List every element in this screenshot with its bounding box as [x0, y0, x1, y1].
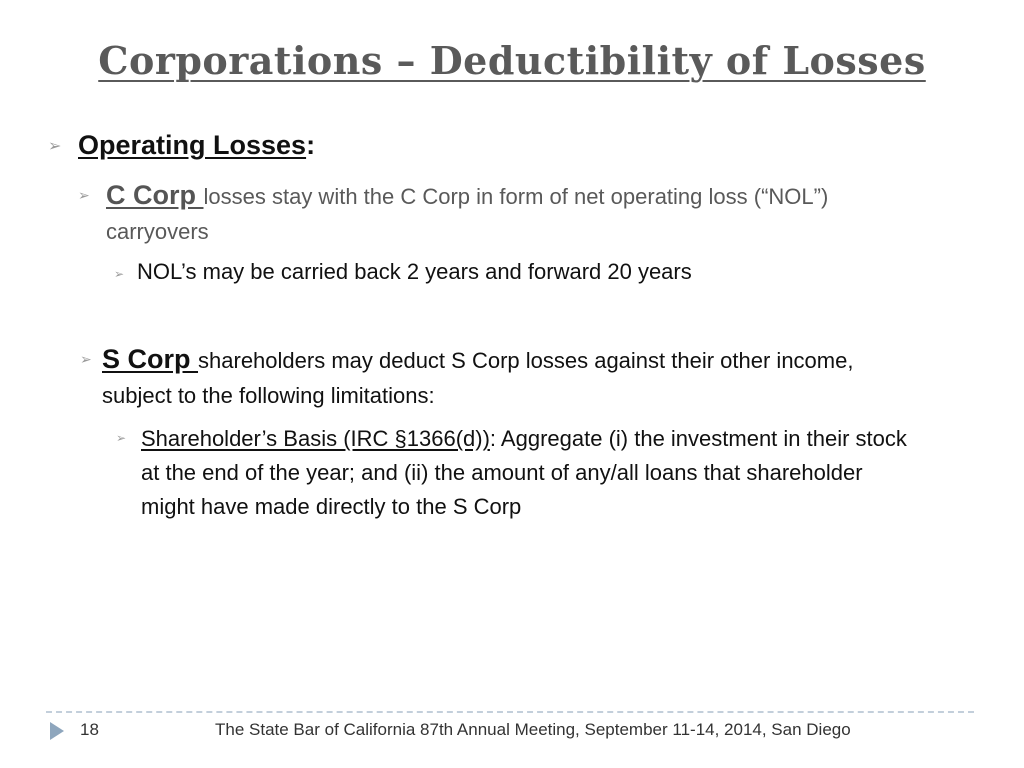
page-number: 18 [80, 720, 99, 739]
scorp-text: shareholders may deduct S Corp losses against their other income, subject to the following limitations: [102, 348, 854, 408]
footer-text: The State Bar of California 87th Annual Meeting, September 11-14, 2014, San Diego [215, 720, 851, 739]
nol-paragraph: NOL’s may be carried back 2 years and forward 20 years [137, 259, 692, 284]
operating-losses-label: Operating Losses [78, 130, 307, 160]
ccorp-paragraph [106, 178, 906, 249]
bullet-arrow-icon: ➢ [80, 351, 92, 367]
ccorp-label: C Corp [106, 180, 204, 210]
footer-arrow-icon [50, 722, 64, 740]
basis-text: Aggregate (i) the investment in their stock at the end of the year; and (ii) the amount of any/all loans that shareholder might have made directly to the S Corp [141, 426, 907, 519]
bullet-arrow-icon: ➢ [78, 187, 90, 203]
bullet-arrow-icon: ➢ [116, 431, 127, 445]
basis-label: Shareholder’s Basis (IRC §1366(d)) [141, 426, 490, 451]
bullet-arrow-icon: ➢ [48, 138, 62, 155]
basis-paragraph: Shareholder’s Basis (IRC §1366(d)): Aggregate (i) the investment in their stock at the end of the year; and (ii) the amount of any/all loans that shareholder might have made directly to the S Corp [141, 426, 907, 519]
scorp-paragraph [102, 342, 912, 413]
operating-losses-heading: Operating Losses: [78, 130, 316, 160]
slide-title: Corporations – Deductibility of Losses [98, 38, 926, 83]
footer-divider [46, 711, 974, 713]
ccorp-text: losses stay with the C Corp in form of net operating loss (“NOL”) carryovers [106, 184, 829, 244]
scorp-label: S Corp [102, 344, 199, 374]
bullet-arrow-icon: ➢ [114, 267, 125, 281]
